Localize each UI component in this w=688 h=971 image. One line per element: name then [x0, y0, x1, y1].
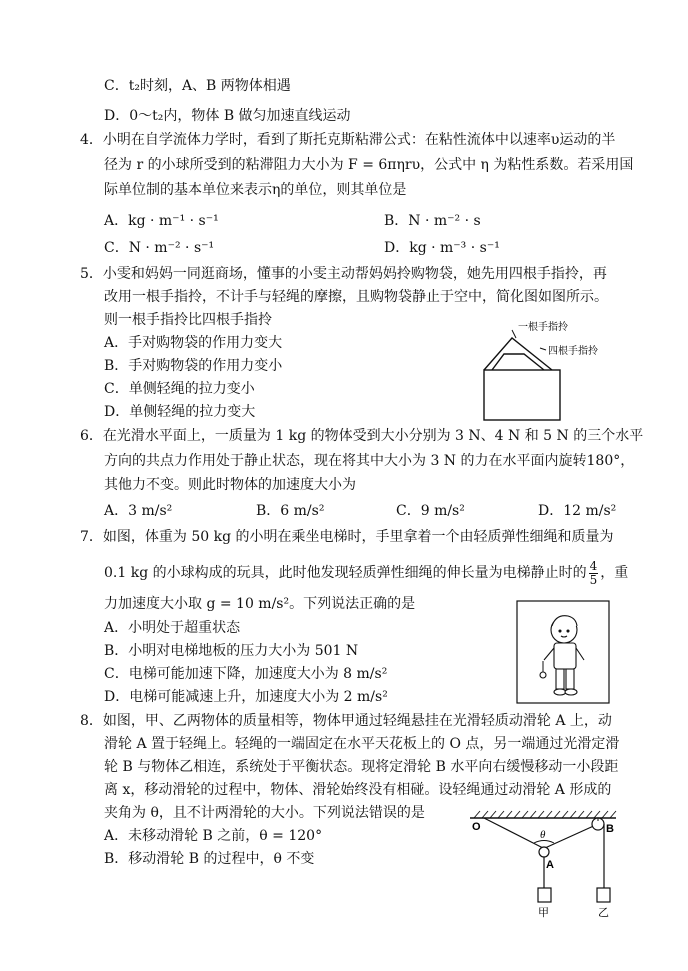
q8-stem-line3: 轮 B 与物体乙相连，系统处于平衡状态。现将定滑轮 B 水平向右缓慢移动一小段距 [104, 759, 619, 775]
pulley-diagram [466, 808, 622, 918]
q7-stem-line2 [104, 558, 628, 588]
q7-option-a: A．小明处于超重状态 [104, 620, 241, 636]
label-a: A [546, 859, 554, 871]
q6-stem-line3: 其他力不变。则此时物体的加速度大小为 [104, 477, 356, 493]
shopping-bag-diagram [478, 318, 628, 423]
q6-stem-line2: 方向的共点力作用处于静止状态，现在将其中大小为 3 N 的力在水平面内旋转180°， [104, 453, 635, 469]
q6-option-a: A．3 m/s² [104, 503, 173, 519]
bag-body [484, 370, 560, 420]
fraction-denominator: 5 [589, 572, 598, 587]
q7-stem-line1: 7．如图，体重为 50 kg 的小明在乘坐电梯时，手里拿着一个由轻质弹性细绳和质量为 [80, 529, 614, 545]
yoyo-ball [540, 672, 546, 678]
fraction-four-fifths [589, 560, 599, 587]
q7-line2-text: 0.1 kg 的小球构成的玩具，此时他发现轻质弹性细绳的伸长量为电梯静止时的 [104, 565, 587, 581]
q5-option-c: C．单侧轻绳的拉力变小 [104, 381, 255, 397]
q7-option-b: B．小明对电梯地板的压力大小为 501 N [104, 643, 359, 659]
elevator-boy-diagram [516, 600, 610, 704]
q4-option-d: D．kg · m⁻³ · s⁻¹ [384, 240, 500, 256]
q8-stem-line2: 滑轮 A 置于轻绳上。轻绳的一端固定在水平天花板上的 O 点，另一端通过光滑定滑 [104, 736, 620, 752]
label-b: B [606, 823, 614, 835]
q6-option-c: C．9 m/s² [396, 503, 465, 519]
q4-stem-line3: 际单位制的基本单位来表示η的单位，则其单位是 [104, 182, 407, 198]
q4-option-c: C．N · m⁻² · s⁻¹ [104, 240, 215, 256]
pulley-a [539, 847, 549, 857]
rope-B-to-A [545, 824, 598, 848]
label-four-fingers: 四根手指拎 [548, 346, 598, 357]
q8-option-b: B．移动滑轮 B 的过程中，θ 不变 [104, 851, 315, 867]
fraction-numerator: 4 [589, 558, 598, 573]
label-jia: 甲 [538, 907, 549, 918]
q8-stem-line4: 离 x，移动滑轮的过程中，物体、滑轮始终没有相碰。设轻绳通过动滑轮 A 形成的 [104, 782, 612, 798]
q5-option-d: D．单侧轻绳的拉力变大 [104, 404, 256, 420]
q8-option-a: A．未移动滑轮 B 之前，θ = 120° [104, 828, 323, 844]
q4-option-a: A．kg · m⁻¹ · s⁻¹ [104, 213, 219, 229]
label-yi: 乙 [598, 907, 609, 918]
mass-yi [597, 888, 610, 902]
q5-option-b: B．手对购物袋的作用力变小 [104, 358, 283, 374]
q8-stem-line5: 夹角为 θ，且不计两滑轮的大小。下列说法错误的是 [104, 805, 425, 821]
rope-O-to-A [484, 818, 543, 848]
q3-option-d: D．0～t₂内，物体 B 做匀加速直线运动 [104, 108, 351, 124]
q7-option-d: D．电梯可能减速上升，加速度大小为 2 m/s² [104, 689, 388, 705]
q3-option-c: C．t₂时刻，A、B 两物体相遇 [104, 78, 291, 94]
q7-stem-line3: 力加速度大小取 g = 10 m/s²。下列说法正确的是 [104, 596, 416, 612]
q4-option-b: B．N · m⁻² · s [384, 213, 481, 229]
q6-option-b: B．6 m/s² [256, 503, 325, 519]
q4-stem-line2: 径为 r 的小球所受到的粘滞阻力大小为 F = 6πηrυ，公式中 η 为粘性系数。若采用国 [104, 157, 634, 173]
one-finger-pointer [512, 330, 516, 338]
q7-line2-tail: ，重 [600, 565, 629, 581]
q5-option-a: A．手对购物袋的作用力变大 [104, 335, 283, 351]
q5-stem-line1: 5．小雯和妈妈一同逛商场，懂事的小雯主动帮妈妈拎购物袋，她先用四根手指拎，再 [80, 266, 607, 282]
four-finger-pointer [540, 348, 546, 350]
q8-stem-line1: 8．如图，甲、乙两物体的质量相等，物体甲通过轻绳悬挂在光滑轻质动滑轮 A 上，动 [80, 713, 612, 729]
q6-option-d: D．12 m/s² [538, 503, 617, 519]
label-one-finger: 一根手指拎 [518, 322, 568, 333]
ceiling-hatch [474, 811, 616, 818]
q4-stem-line1: 4．小明在自学流体力学时，看到了斯托克斯粘滞公式：在粘性流体中以速率υ运动的半 [80, 132, 616, 148]
q7-option-c: C．电梯可能加速下降，加速度大小为 8 m/s² [104, 666, 388, 682]
label-o: O [472, 821, 481, 833]
q6-stem-line1: 6．在光滑水平面上，一质量为 1 kg 的物体受到大小分别为 3 N、4 N 和 5 N 的三个水平 [80, 428, 644, 444]
q5-stem-line2: 改用一根手指拎，不计手与轻绳的摩擦，且购物袋静止于空中，简化图如图所示。 [104, 289, 608, 305]
label-theta: θ [540, 829, 546, 841]
rope-four-fingers [492, 354, 544, 370]
mass-jia [538, 888, 551, 902]
q5-stem-line3: 则一根手指拎比四根手指拎 [104, 312, 272, 328]
